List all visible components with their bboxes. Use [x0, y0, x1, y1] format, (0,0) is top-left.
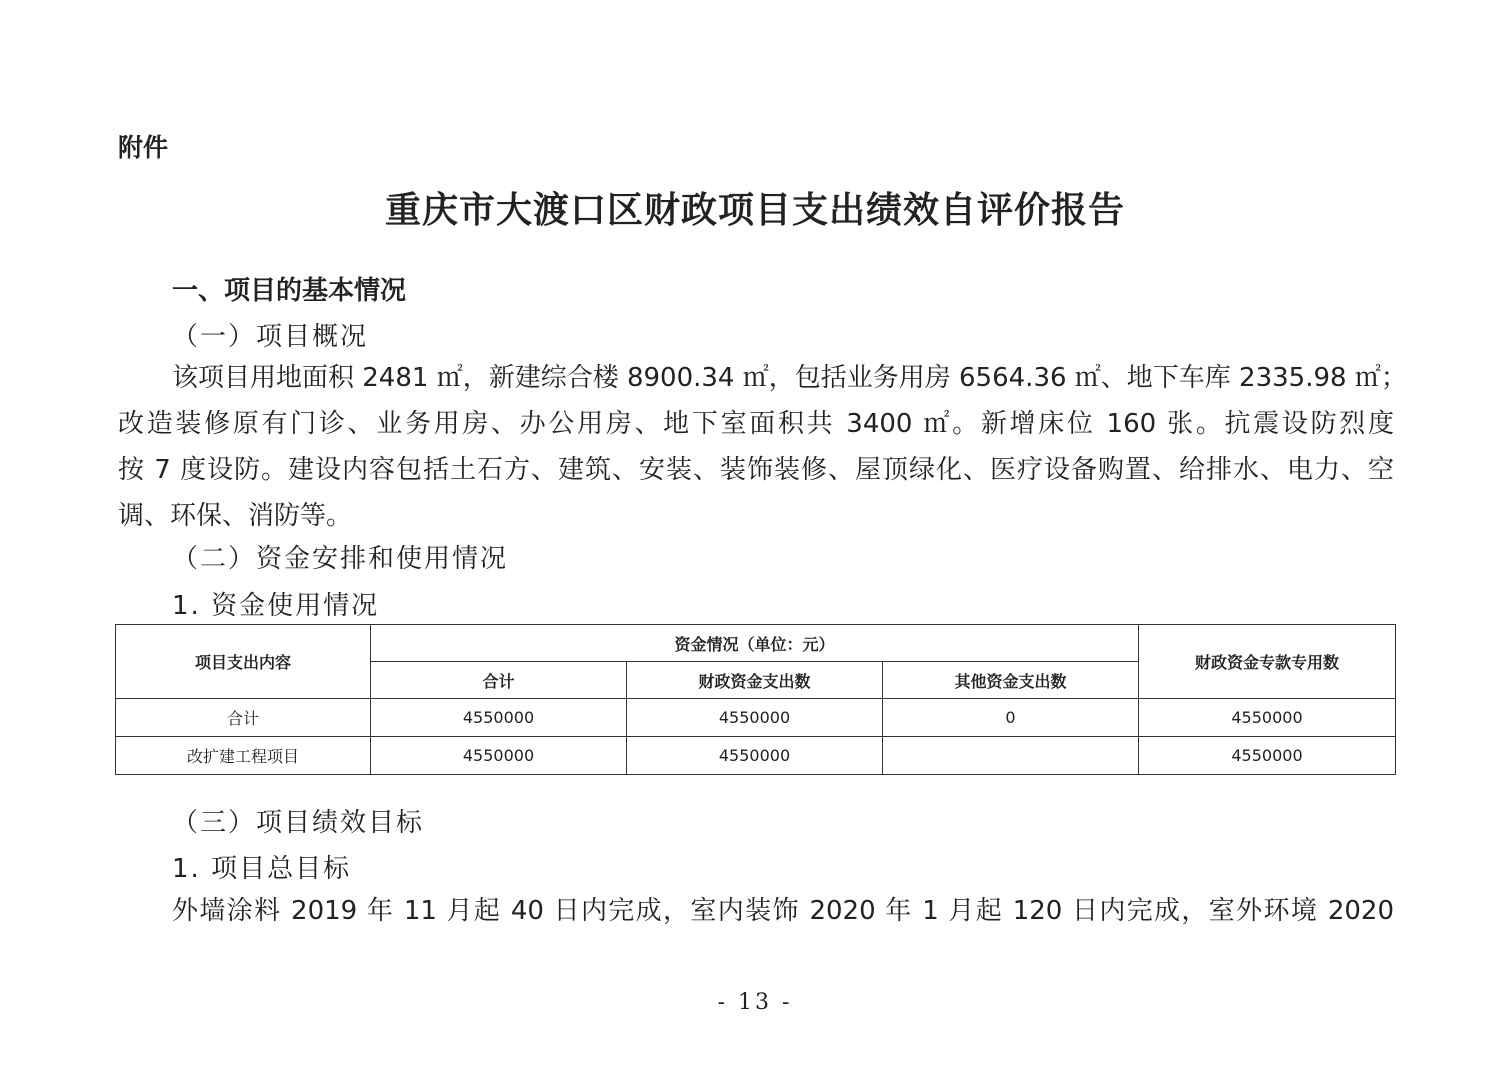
table-header-row	[116, 625, 1396, 662]
overview-line: 改造装修原有门诊、业务用房、办公用房、地下室面积共 3400 ㎡。新增床位 160 张。抗震设防烈度	[118, 409, 1394, 439]
table-row	[116, 737, 1396, 775]
cell-special: 4550000	[1139, 737, 1396, 775]
cell-fiscal: 4550000	[627, 699, 883, 737]
header-fund-group: 资金情况（单位：元）	[371, 625, 1139, 662]
cell-total: 4550000	[371, 699, 627, 737]
cell-name: 合计	[116, 699, 371, 737]
header-other: 其他资金支出数	[883, 662, 1139, 699]
goal-line: 外墙涂料 2019 年 11 月起 40 日内完成，室内装饰 2020 年 1 月起 120 日内完成，室外环境 2020	[172, 896, 1394, 926]
overview-line: 调、环保、消防等。	[118, 501, 353, 531]
subsection-heading-goals: （三）项目绩效目标	[172, 808, 425, 838]
header-content: 项目支出内容	[116, 625, 371, 699]
overview-paragraph	[118, 355, 1407, 539]
cell-name: 改扩建工程项目	[116, 737, 371, 775]
overview-line: 按 7 度设防。建设内容包括土石方、建筑、安装、装饰装修、屋顶绿化、医疗设备购置、给排水、电力、空	[118, 455, 1394, 485]
header-total: 合计	[371, 662, 627, 699]
cell-special: 4550000	[1139, 699, 1396, 737]
goal-paragraph	[118, 888, 1394, 934]
item-heading-overall-goal: 1. 项目总目标	[172, 854, 352, 884]
section-heading-basic-info: 一、项目的基本情况	[172, 276, 407, 306]
overview-line: 该项目用地面积 2481 ㎡，新建综合楼 8900.34 ㎡，包括业务用房 6564.36 ㎡、地下车库 2335.98 ㎡；	[172, 363, 1407, 393]
item-heading-fund-usage: 1. 资金使用情况	[172, 591, 380, 621]
cell-total: 4550000	[371, 737, 627, 775]
cell-fiscal: 4550000	[627, 737, 883, 775]
header-special-fund: 财政资金专款专用数	[1139, 625, 1396, 699]
subsection-heading-overview: （一）项目概况	[172, 322, 369, 352]
report-title: 重庆市大渡口区财政项目支出绩效自评价报告	[384, 189, 1125, 231]
fund-usage-table	[115, 624, 1396, 775]
header-fiscal: 财政资金支出数	[627, 662, 883, 699]
page-number: - 13 -	[717, 990, 793, 1015]
table-row	[116, 699, 1396, 737]
subsection-heading-funding: （二）资金安排和使用情况	[172, 544, 509, 574]
cell-other: 0	[883, 699, 1139, 737]
cell-other	[883, 737, 1139, 775]
attachment-label: 附件	[118, 133, 169, 162]
